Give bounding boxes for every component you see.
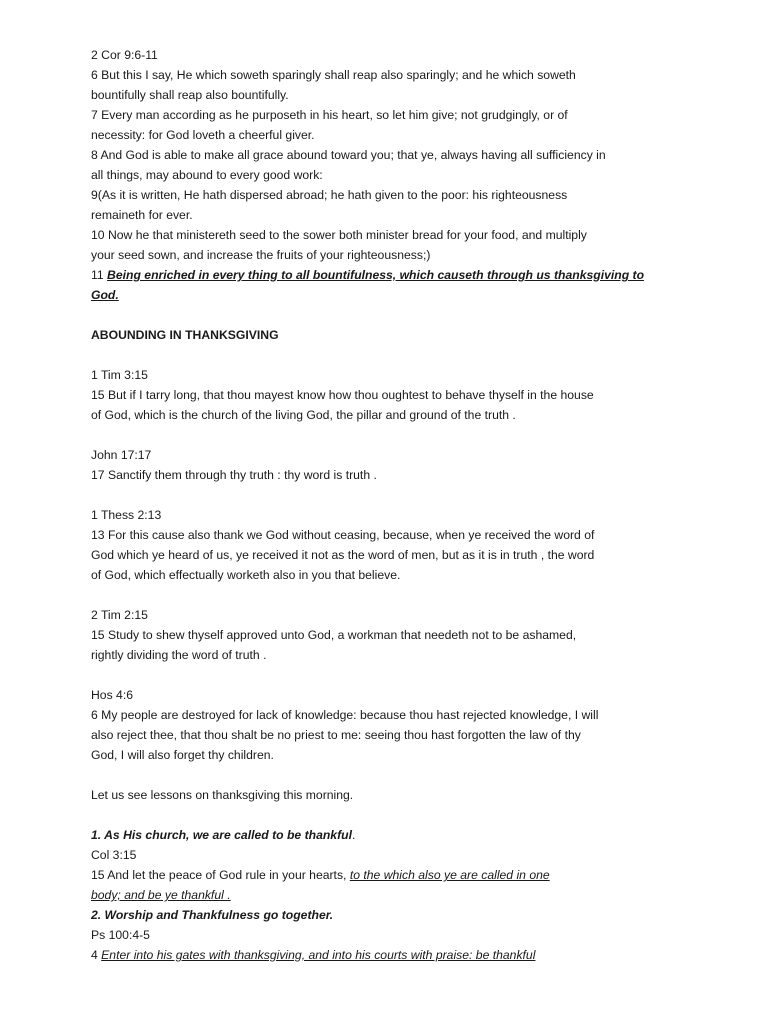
verse-text: of God, which is the church of the living God, the pillar and ground of the truth . — [91, 408, 516, 422]
point-heading-period: . — [351, 828, 356, 842]
scripture-ref: John 17:17 — [91, 448, 152, 462]
scripture-ref: 1 Thess 2:13 — [91, 508, 162, 522]
spacer — [91, 805, 651, 825]
verse-text: necessity: for God loveth a cheerful giver. — [91, 128, 315, 142]
verse-text: 8 And God is able to make all grace abound toward you; that ye, always having all sufficiency in — [91, 148, 606, 162]
verse-text: 9(As it is written, He hath dispersed abroad; he hath given to the poor: his righteousness — [91, 188, 568, 202]
verse-text: remaineth for ever. — [91, 208, 193, 222]
verse-number: 11 — [91, 268, 108, 282]
section-heading: ABOUNDING IN THANKSGIVING — [91, 328, 279, 342]
scripture-ref: Ps 100:4-5 — [91, 928, 150, 942]
verse-text: God, I will also forget thy children. — [91, 748, 274, 762]
verse-text: 6 My people are destroyed for lack of knowledge: because thou hast rejected knowledge, I will — [91, 708, 599, 722]
spacer — [91, 425, 651, 445]
verse-text: 17 Sanctify them through thy truth : thy word is truth . — [91, 468, 377, 482]
emphasized-verse: Being enriched in every thing to all bountifulness, which causeth through us thanksgiving to — [107, 268, 645, 282]
verse-text: 7 Every man according as he purposeth in his heart, so let him give; not grudgingly, or of — [91, 108, 568, 122]
point-heading: 2. Worship and Thankfulness go together. — [91, 908, 334, 922]
verse-text: bountifully shall reap also bountifully. — [91, 88, 289, 102]
verse-text: 15 Study to shew thyself approved unto God, a workman that needeth not to be ashamed, — [91, 628, 577, 642]
verse-text: of God, which effectually worketh also in you that believe. — [91, 568, 401, 582]
verse-text — [91, 865, 651, 885]
scripture-ref: Col 3:15 — [91, 848, 137, 862]
verse-text: your seed sown, and increase the fruits of your righteousness;) — [91, 248, 431, 262]
verse-underlined: Enter into his gates with thanksgiving, and into his courts with praise: be thankful — [101, 948, 536, 962]
point-heading — [91, 825, 651, 845]
spacer — [91, 665, 651, 685]
verse-text: 15 But if I tarry long, that thou mayest know how thou oughtest to behave thyself in the house — [91, 388, 594, 402]
scripture-ref: 2 Tim 2:15 — [91, 608, 148, 622]
intro-text: Let us see lessons on thanksgiving this morning. — [91, 788, 354, 802]
verse-underlined: to the which also ye are called in one — [349, 868, 550, 882]
verse-text: all things, may abound to every good work: — [91, 168, 323, 182]
verse-text: rightly dividing the word of truth . — [91, 648, 267, 662]
verse-underlined: body; and be ye thankful . — [91, 888, 231, 902]
scripture-ref: 1 Tim 3:15 — [91, 368, 148, 382]
verse-text: also reject thee, that thou shalt be no priest to me: seeing thou hast forgotten the law of thy — [91, 728, 581, 742]
verse-number: 4 — [91, 948, 102, 962]
document-page — [91, 45, 651, 965]
spacer — [91, 305, 651, 325]
spacer — [91, 485, 651, 505]
point-heading-text: 1. As His church, we are called to be thankful — [91, 828, 352, 842]
scripture-ref: 2 Cor 9:6-11 — [91, 48, 158, 62]
scripture-ref: Hos 4:6 — [91, 688, 134, 702]
spacer — [91, 585, 651, 605]
verse-text: 10 Now he that ministereth seed to the sower both minister bread for your food, and multiply — [91, 228, 587, 242]
spacer — [91, 765, 651, 785]
verse-text: God which ye heard of us, ye received it not as the word of men, but as it is in truth , the word — [91, 548, 595, 562]
verse-plain: 15 And let the peace of God rule in your hearts, — [91, 868, 350, 882]
verse-text — [91, 945, 651, 965]
verse-text-emphasized — [91, 265, 651, 285]
verse-text: 6 But this I say, He which soweth sparingly shall reap also sparingly; and he which soweth — [91, 68, 576, 82]
verse-text: 13 For this cause also thank we God without ceasing, because, when ye received the word of — [91, 528, 595, 542]
spacer — [91, 345, 651, 365]
emphasized-verse: God. — [91, 288, 119, 302]
